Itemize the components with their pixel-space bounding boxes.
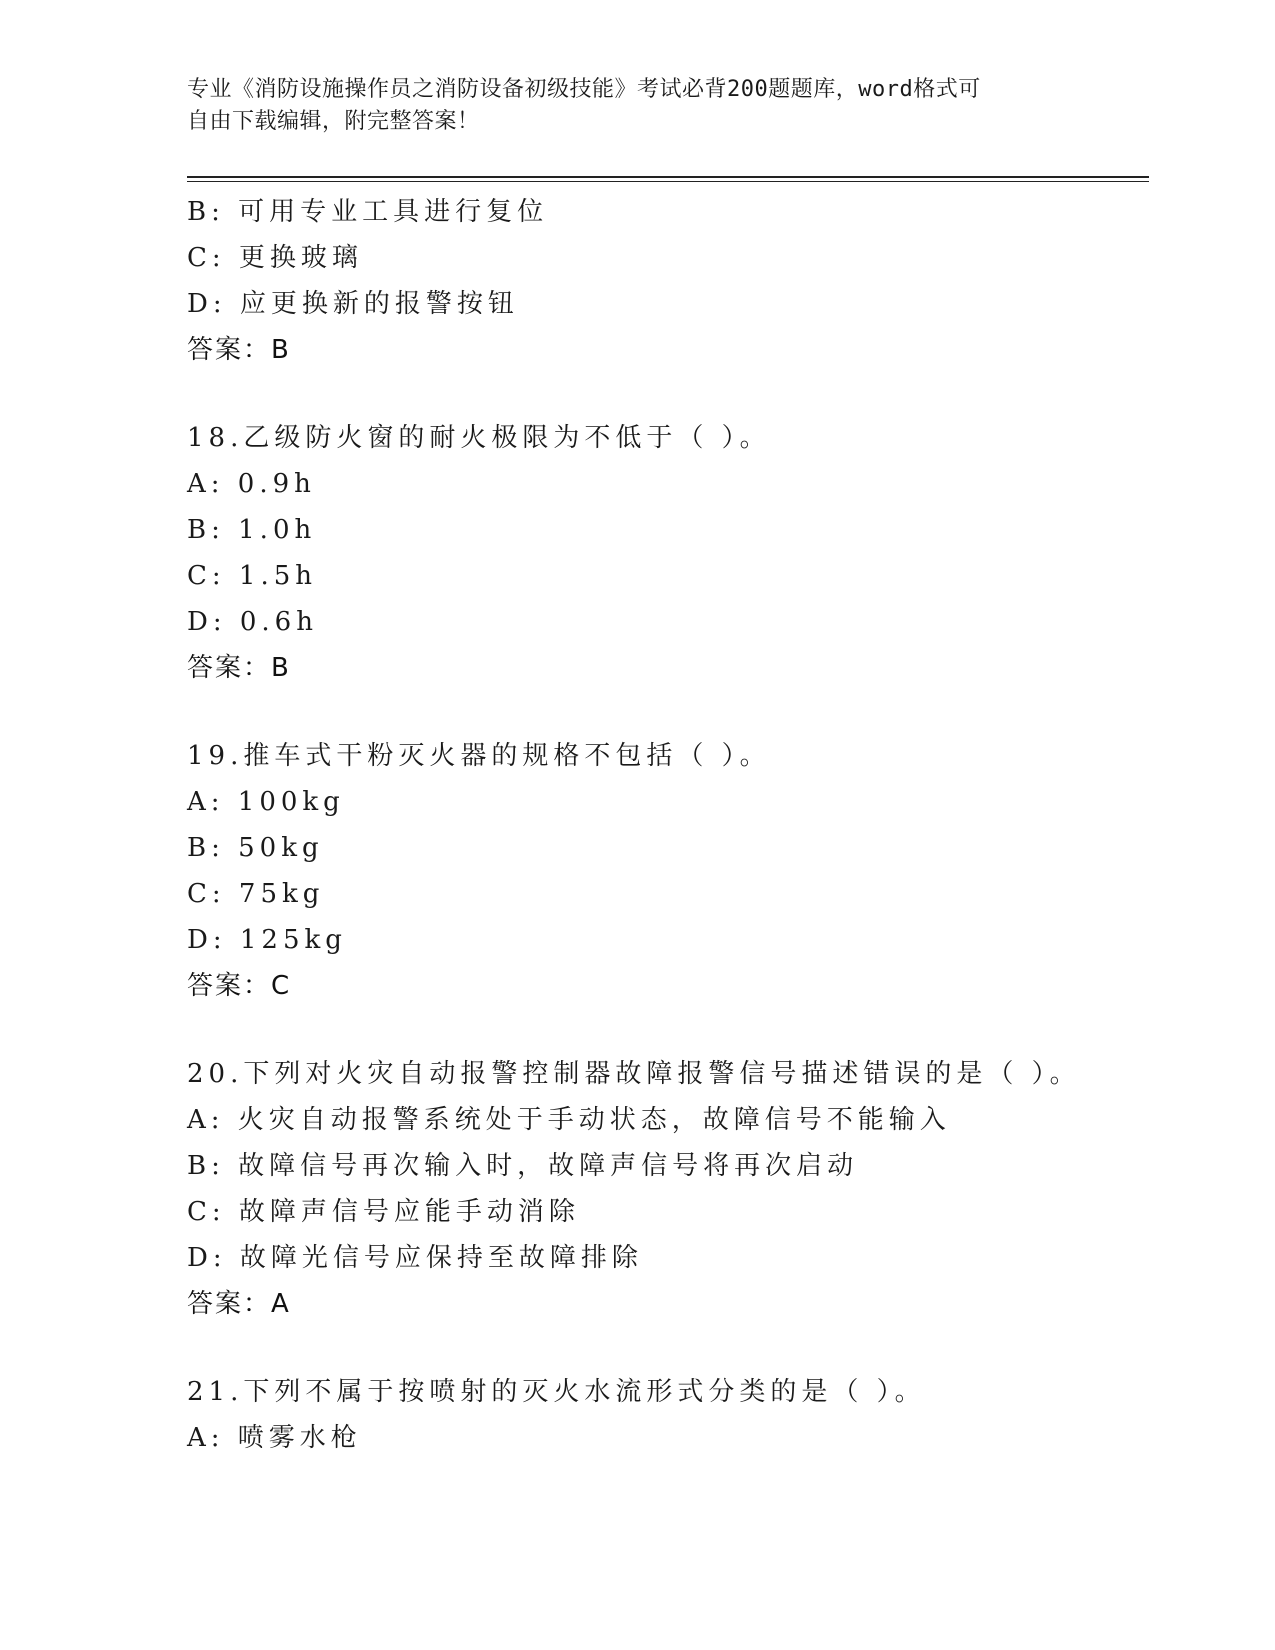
document-header bbox=[187, 74, 1067, 138]
answer: 答案：A bbox=[187, 1289, 291, 1319]
option-a: A: 喷雾水枪 bbox=[187, 1423, 362, 1453]
question-block-20 bbox=[187, 1051, 1147, 1327]
option-a: A: 100kg bbox=[187, 787, 345, 817]
option-b: B: 可用专业工具进行复位 bbox=[187, 197, 549, 227]
header-line-1: 专业《消防设施操作员之消防设备初级技能》考试必背200题题库，word格式可 bbox=[187, 77, 981, 102]
option-c: C: 故障声信号应能手动消除 bbox=[187, 1197, 580, 1227]
question-block-17 bbox=[187, 189, 1147, 373]
header-divider-thick bbox=[187, 176, 1149, 178]
answer: 答案：B bbox=[187, 653, 291, 683]
option-b: B: 1.0h bbox=[187, 515, 317, 545]
option-d: D: 故障光信号应保持至故障排除 bbox=[187, 1243, 643, 1273]
header-line-2: 自由下载编辑，附完整答案！ bbox=[187, 109, 480, 134]
question-list bbox=[187, 189, 1147, 1461]
header-divider-thin bbox=[187, 181, 1149, 182]
question-text: 21.下列不属于按喷射的灭火水流形式分类的是（ ）。 bbox=[187, 1377, 926, 1407]
option-c: C: 更换玻璃 bbox=[187, 243, 363, 273]
question-text: 19.推车式干粉灭火器的规格不包括（ ）。 bbox=[187, 741, 771, 771]
option-c: C: 75kg bbox=[187, 879, 325, 909]
question-block-18 bbox=[187, 415, 1147, 691]
option-b: B: 50kg bbox=[187, 833, 324, 863]
answer: 答案：C bbox=[187, 971, 292, 1001]
question-block-19 bbox=[187, 733, 1147, 1009]
option-d: D: 0.6h bbox=[187, 607, 318, 637]
question-text: 18.乙级防火窗的耐火极限为不低于（ ）。 bbox=[187, 423, 771, 453]
option-b: B: 故障信号再次输入时，故障声信号将再次启动 bbox=[187, 1151, 859, 1181]
question-text: 20.下列对火灾自动报警控制器故障报警信号描述错误的是（ ）。 bbox=[187, 1059, 1081, 1089]
question-block-21 bbox=[187, 1369, 1147, 1461]
option-c: C: 1.5h bbox=[187, 561, 318, 591]
option-a: A: 火灾自动报警系统处于手动状态，故障信号不能输入 bbox=[187, 1105, 951, 1135]
option-a: A: 0.9h bbox=[187, 469, 316, 499]
answer: 答案：B bbox=[187, 335, 291, 365]
option-d: D: 应更换新的报警按钮 bbox=[187, 289, 519, 319]
option-d: D: 125kg bbox=[187, 925, 347, 955]
